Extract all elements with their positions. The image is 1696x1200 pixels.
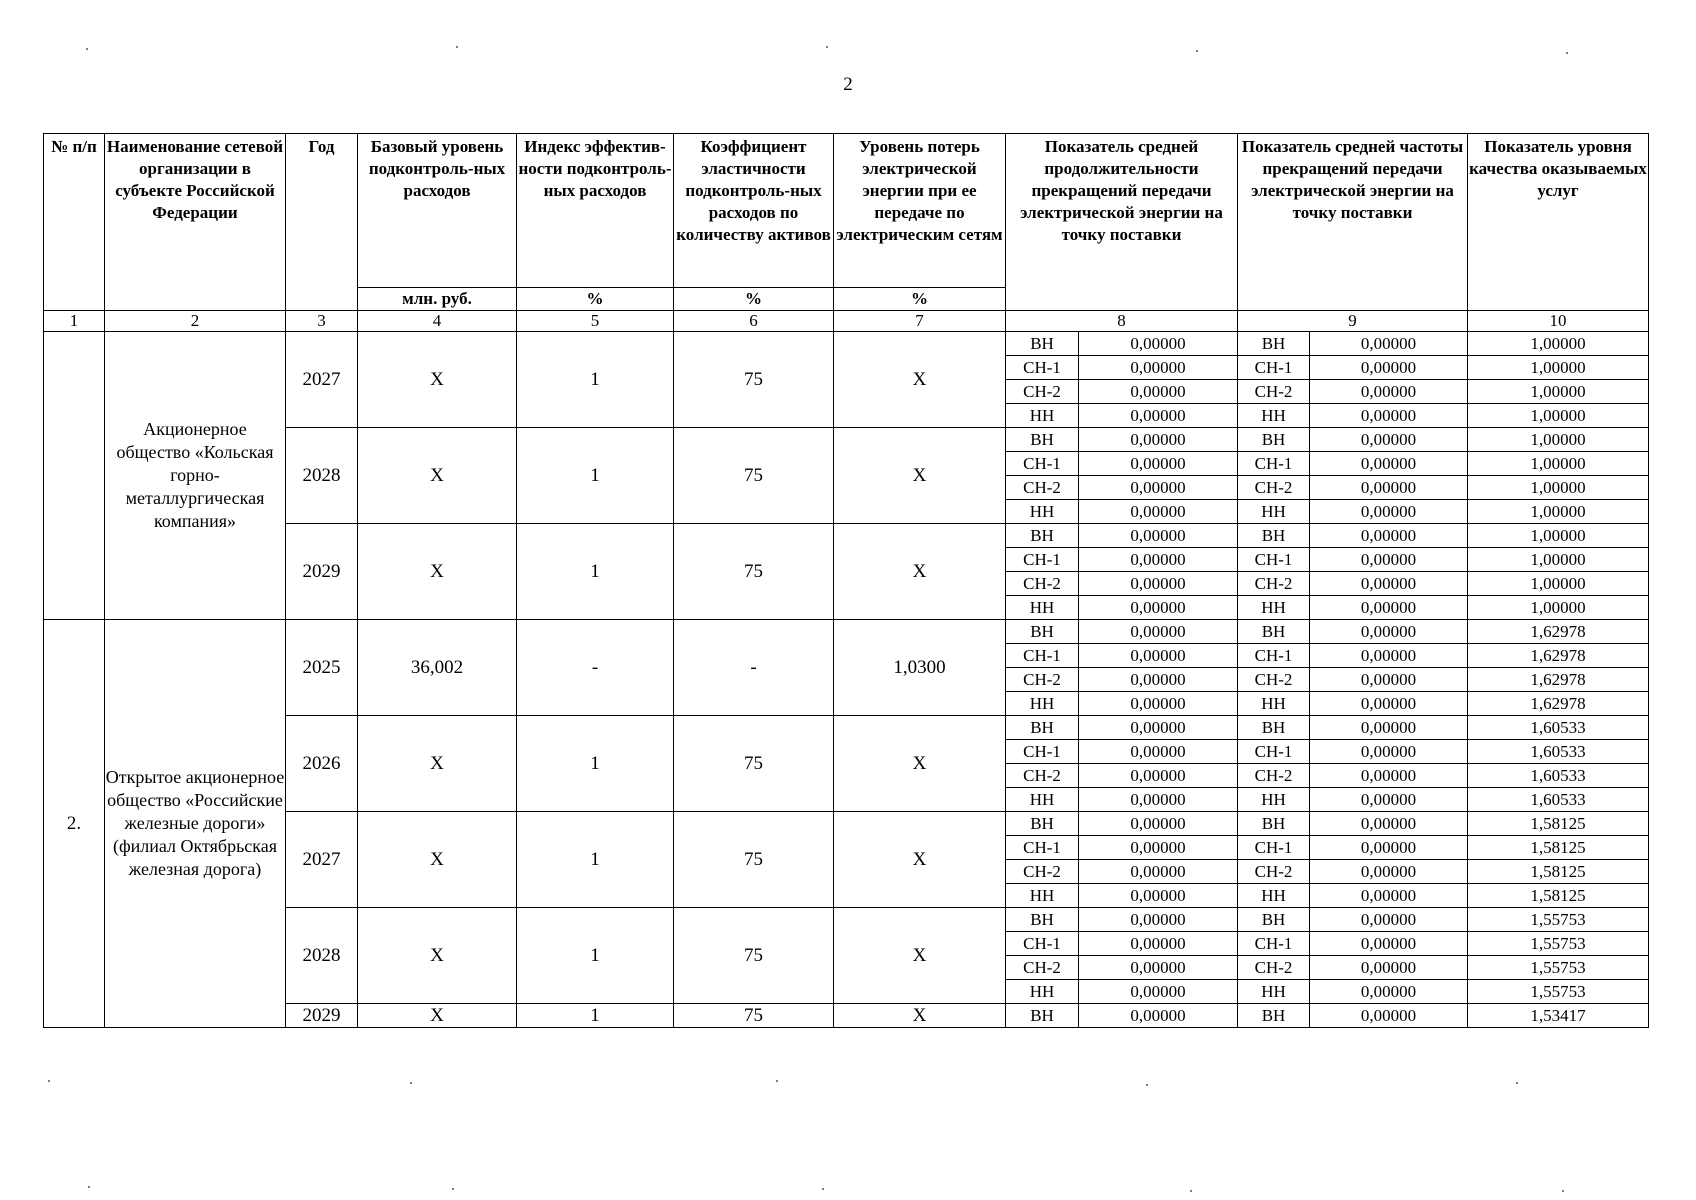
header-efficiency-index: Индекс эффектив-ности подконтроль-ных расходов [517,134,674,288]
duration-value: 0,00000 [1079,356,1238,380]
voltage-level-duration: СН-2 [1006,668,1079,692]
base-costs-cell: Х [358,524,517,620]
voltage-level-duration: СН-1 [1006,932,1079,956]
elasticity-coefficient-cell: 75 [674,428,834,524]
voltage-level-frequency: СН-2 [1238,956,1310,980]
elasticity-coefficient-cell: 75 [674,524,834,620]
energy-losses-cell: Х [834,716,1006,812]
voltage-level-duration: СН-2 [1006,764,1079,788]
voltage-level-frequency: ВН [1238,1004,1310,1028]
voltage-level-duration: ВН [1006,620,1079,644]
energy-losses-cell: Х [834,332,1006,428]
duration-value: 0,00000 [1079,428,1238,452]
frequency-value: 0,00000 [1310,596,1468,620]
quality-value: 1,60533 [1468,764,1649,788]
frequency-value: 0,00000 [1310,548,1468,572]
page-number: 2 [843,74,853,95]
base-costs-cell: 36,002 [358,620,517,716]
scan-dot [456,46,458,48]
quality-value: 1,62978 [1468,644,1649,668]
duration-value: 0,00000 [1079,716,1238,740]
scan-dot [1146,1084,1148,1086]
voltage-level-duration: СН-1 [1006,452,1079,476]
efficiency-index-cell: 1 [517,1004,674,1028]
voltage-level-duration: ВН [1006,332,1079,356]
voltage-level-frequency: СН-2 [1238,572,1310,596]
elasticity-coefficient-cell: 75 [674,332,834,428]
frequency-value: 0,00000 [1310,404,1468,428]
duration-value: 0,00000 [1079,668,1238,692]
voltage-level-frequency: СН-1 [1238,548,1310,572]
efficiency-index-cell: 1 [517,716,674,812]
efficiency-index-cell: 1 [517,428,674,524]
voltage-level-frequency: СН-1 [1238,644,1310,668]
quality-value: 1,55753 [1468,908,1649,932]
row-number [44,332,105,620]
voltage-level-duration: ВН [1006,428,1079,452]
quality-value: 1,60533 [1468,788,1649,812]
voltage-level-frequency: СН-2 [1238,380,1310,404]
duration-value: 0,00000 [1079,620,1238,644]
voltage-level-frequency: ВН [1238,524,1310,548]
frequency-value: 0,00000 [1310,980,1468,1004]
duration-value: 0,00000 [1079,956,1238,980]
table-row [44,620,1649,644]
voltage-level-duration: СН-2 [1006,956,1079,980]
header-interruption-duration: Показатель средней продолжительности прекращений передачи электрической энергии на точку поставки [1006,134,1238,311]
column-number: 1 [44,311,105,332]
energy-losses-cell: Х [834,908,1006,1004]
frequency-value: 0,00000 [1310,356,1468,380]
year-cell: 2027 [286,332,358,428]
quality-value: 1,60533 [1468,716,1649,740]
frequency-value: 0,00000 [1310,476,1468,500]
voltage-level-frequency: НН [1238,596,1310,620]
voltage-level-frequency: ВН [1238,428,1310,452]
quality-value: 1,62978 [1468,668,1649,692]
duration-value: 0,00000 [1079,596,1238,620]
voltage-level-frequency: СН-1 [1238,452,1310,476]
quality-value: 1,00000 [1468,500,1649,524]
scan-dot [410,1082,412,1084]
voltage-level-frequency: НН [1238,404,1310,428]
voltage-level-duration: СН-1 [1006,740,1079,764]
voltage-level-duration: СН-1 [1006,548,1079,572]
quality-value: 1,53417 [1468,1004,1649,1028]
quality-value: 1,00000 [1468,572,1649,596]
scan-dot [48,1080,50,1082]
voltage-level-duration: НН [1006,884,1079,908]
scan-dot [1190,1190,1192,1192]
year-cell: 2027 [286,812,358,908]
voltage-level-duration: СН-2 [1006,572,1079,596]
scan-dot [1566,52,1568,54]
column-number: 7 [834,311,1006,332]
duration-value: 0,00000 [1079,908,1238,932]
elasticity-coefficient-cell: 75 [674,1004,834,1028]
frequency-value: 0,00000 [1310,380,1468,404]
voltage-level-duration: НН [1006,500,1079,524]
frequency-value: 0,00000 [1310,332,1468,356]
quality-value: 1,58125 [1468,812,1649,836]
duration-value: 0,00000 [1079,332,1238,356]
duration-value: 0,00000 [1079,548,1238,572]
quality-value: 1,62978 [1468,692,1649,716]
quality-value: 1,55753 [1468,932,1649,956]
voltage-level-duration: СН-2 [1006,380,1079,404]
voltage-level-frequency: СН-2 [1238,476,1310,500]
header-elasticity-coefficient: Коэффициент эластичности подконтроль-ных расходов по количеству активов [674,134,834,288]
voltage-level-frequency: НН [1238,500,1310,524]
duration-value: 0,00000 [1079,644,1238,668]
voltage-level-duration: СН-1 [1006,644,1079,668]
scan-dot [1562,1190,1564,1192]
quality-value: 1,00000 [1468,596,1649,620]
duration-value: 0,00000 [1079,884,1238,908]
frequency-value: 0,00000 [1310,1004,1468,1028]
frequency-value: 0,00000 [1310,788,1468,812]
scan-dot [1196,50,1198,52]
column-number: 4 [358,311,517,332]
unit-base-costs: млн. руб. [358,288,517,311]
quality-value: 1,00000 [1468,452,1649,476]
unit-elasticity-coefficient: % [674,288,834,311]
frequency-value: 0,00000 [1310,860,1468,884]
quality-value: 1,58125 [1468,884,1649,908]
frequency-value: 0,00000 [1310,908,1468,932]
quality-value: 1,00000 [1468,428,1649,452]
duration-value: 0,00000 [1079,404,1238,428]
frequency-value: 0,00000 [1310,428,1468,452]
quality-value: 1,00000 [1468,548,1649,572]
voltage-level-frequency: НН [1238,788,1310,812]
column-number: 10 [1468,311,1649,332]
energy-losses-cell: Х [834,428,1006,524]
duration-value: 0,00000 [1079,788,1238,812]
elasticity-coefficient-cell: 75 [674,908,834,1004]
efficiency-index-cell: 1 [517,524,674,620]
quality-value: 1,00000 [1468,380,1649,404]
voltage-level-frequency: НН [1238,980,1310,1004]
quality-value: 1,00000 [1468,332,1649,356]
column-number: 2 [105,311,286,332]
voltage-level-duration: НН [1006,404,1079,428]
header-organization-name: Наименование сетевой организации в субъекте Российской Федерации [105,134,286,311]
voltage-level-duration: ВН [1006,1004,1079,1028]
header-year: Год [286,134,358,311]
voltage-level-frequency: ВН [1238,332,1310,356]
voltage-level-duration: СН-1 [1006,836,1079,860]
voltage-level-duration: ВН [1006,908,1079,932]
frequency-value: 0,00000 [1310,932,1468,956]
efficiency-index-cell: 1 [517,332,674,428]
frequency-value: 0,00000 [1310,572,1468,596]
duration-value: 0,00000 [1079,764,1238,788]
frequency-value: 0,00000 [1310,500,1468,524]
energy-losses-cell: Х [834,812,1006,908]
column-number: 5 [517,311,674,332]
duration-value: 0,00000 [1079,500,1238,524]
frequency-value: 0,00000 [1310,452,1468,476]
row-number: 2. [44,620,105,1028]
voltage-level-duration: ВН [1006,812,1079,836]
base-costs-cell: Х [358,1004,517,1028]
year-cell: 2028 [286,908,358,1004]
quality-value: 1,60533 [1468,740,1649,764]
quality-value: 1,58125 [1468,836,1649,860]
duration-value: 0,00000 [1079,692,1238,716]
voltage-level-frequency: СН-1 [1238,932,1310,956]
voltage-level-duration: ВН [1006,716,1079,740]
table-row [44,332,1649,356]
organization-name: Акционерное общество «Кольская горно-металлургическая компания» [105,332,286,620]
voltage-level-frequency: СН-1 [1238,836,1310,860]
duration-value: 0,00000 [1079,980,1238,1004]
tariff-parameters-table [43,133,1649,1028]
base-costs-cell: Х [358,908,517,1004]
scan-dot [452,1188,454,1190]
duration-value: 0,00000 [1079,476,1238,500]
efficiency-index-cell: 1 [517,812,674,908]
voltage-level-frequency: СН-2 [1238,764,1310,788]
duration-value: 0,00000 [1079,860,1238,884]
year-cell: 2029 [286,1004,358,1028]
duration-value: 0,00000 [1079,740,1238,764]
header-energy-losses: Уровень потерь электрической энергии при ее передаче по электрическим сетям [834,134,1006,288]
column-number: 9 [1238,311,1468,332]
frequency-value: 0,00000 [1310,524,1468,548]
column-number: 3 [286,311,358,332]
voltage-level-frequency: ВН [1238,620,1310,644]
quality-value: 1,00000 [1468,404,1649,428]
base-costs-cell: Х [358,716,517,812]
voltage-level-frequency: СН-2 [1238,668,1310,692]
frequency-value: 0,00000 [1310,764,1468,788]
energy-losses-cell: Х [834,524,1006,620]
header-service-quality: Показатель уровня качества оказываемых услуг [1468,134,1649,311]
quality-value: 1,55753 [1468,980,1649,1004]
year-cell: 2029 [286,524,358,620]
frequency-value: 0,00000 [1310,692,1468,716]
quality-value: 1,58125 [1468,860,1649,884]
header-interruption-frequency: Показатель средней частоты прекращений передачи электрической энергии на точку поставки [1238,134,1468,311]
duration-value: 0,00000 [1079,572,1238,596]
base-costs-cell: Х [358,332,517,428]
frequency-value: 0,00000 [1310,884,1468,908]
table-body [44,332,1649,1028]
frequency-value: 0,00000 [1310,716,1468,740]
elasticity-coefficient-cell: - [674,620,834,716]
duration-value: 0,00000 [1079,812,1238,836]
elasticity-coefficient-cell: 75 [674,716,834,812]
frequency-value: 0,00000 [1310,812,1468,836]
header-base-costs: Базовый уровень подконтроль-ных расходов [358,134,517,288]
duration-value: 0,00000 [1079,452,1238,476]
voltage-level-frequency: ВН [1238,908,1310,932]
voltage-level-duration: СН-1 [1006,356,1079,380]
scan-dot [822,1188,824,1190]
duration-value: 0,00000 [1079,836,1238,860]
quality-value: 1,55753 [1468,956,1649,980]
voltage-level-frequency: НН [1238,692,1310,716]
voltage-level-duration: НН [1006,980,1079,1004]
duration-value: 0,00000 [1079,524,1238,548]
voltage-level-duration: СН-2 [1006,860,1079,884]
scan-dot [88,1186,90,1188]
elasticity-coefficient-cell: 75 [674,812,834,908]
frequency-value: 0,00000 [1310,836,1468,860]
voltage-level-frequency: СН-2 [1238,860,1310,884]
duration-value: 0,00000 [1079,1004,1238,1028]
voltage-level-frequency: ВН [1238,812,1310,836]
base-costs-cell: Х [358,428,517,524]
duration-value: 0,00000 [1079,380,1238,404]
voltage-level-duration: НН [1006,596,1079,620]
efficiency-index-cell: 1 [517,908,674,1004]
energy-losses-cell: 1,0300 [834,620,1006,716]
voltage-level-frequency: СН-1 [1238,356,1310,380]
quality-value: 1,00000 [1468,356,1649,380]
voltage-level-duration: СН-2 [1006,476,1079,500]
frequency-value: 0,00000 [1310,740,1468,764]
scan-dot [776,1080,778,1082]
efficiency-index-cell: - [517,620,674,716]
voltage-level-duration: НН [1006,692,1079,716]
quality-value: 1,00000 [1468,476,1649,500]
organization-name: Открытое акционерное общество «Российские железные дороги» (филиал Октябрьская железная дорога) [105,620,286,1028]
unit-energy-losses: % [834,288,1006,311]
voltage-level-duration: ВН [1006,524,1079,548]
column-number: 6 [674,311,834,332]
base-costs-cell: Х [358,812,517,908]
quality-value: 1,62978 [1468,620,1649,644]
scan-dot [86,48,88,50]
frequency-value: 0,00000 [1310,620,1468,644]
scan-dot [826,46,828,48]
voltage-level-frequency: НН [1238,884,1310,908]
frequency-value: 0,00000 [1310,956,1468,980]
frequency-value: 0,00000 [1310,644,1468,668]
column-number: 8 [1006,311,1238,332]
header-row-number: № п/п [44,134,105,311]
year-cell: 2028 [286,428,358,524]
scan-dot [1516,1082,1518,1084]
year-cell: 2025 [286,620,358,716]
voltage-level-frequency: СН-1 [1238,740,1310,764]
quality-value: 1,00000 [1468,524,1649,548]
voltage-level-frequency: ВН [1238,716,1310,740]
duration-value: 0,00000 [1079,932,1238,956]
energy-losses-cell: Х [834,1004,1006,1028]
unit-efficiency-index: % [517,288,674,311]
voltage-level-duration: НН [1006,788,1079,812]
frequency-value: 0,00000 [1310,668,1468,692]
year-cell: 2026 [286,716,358,812]
